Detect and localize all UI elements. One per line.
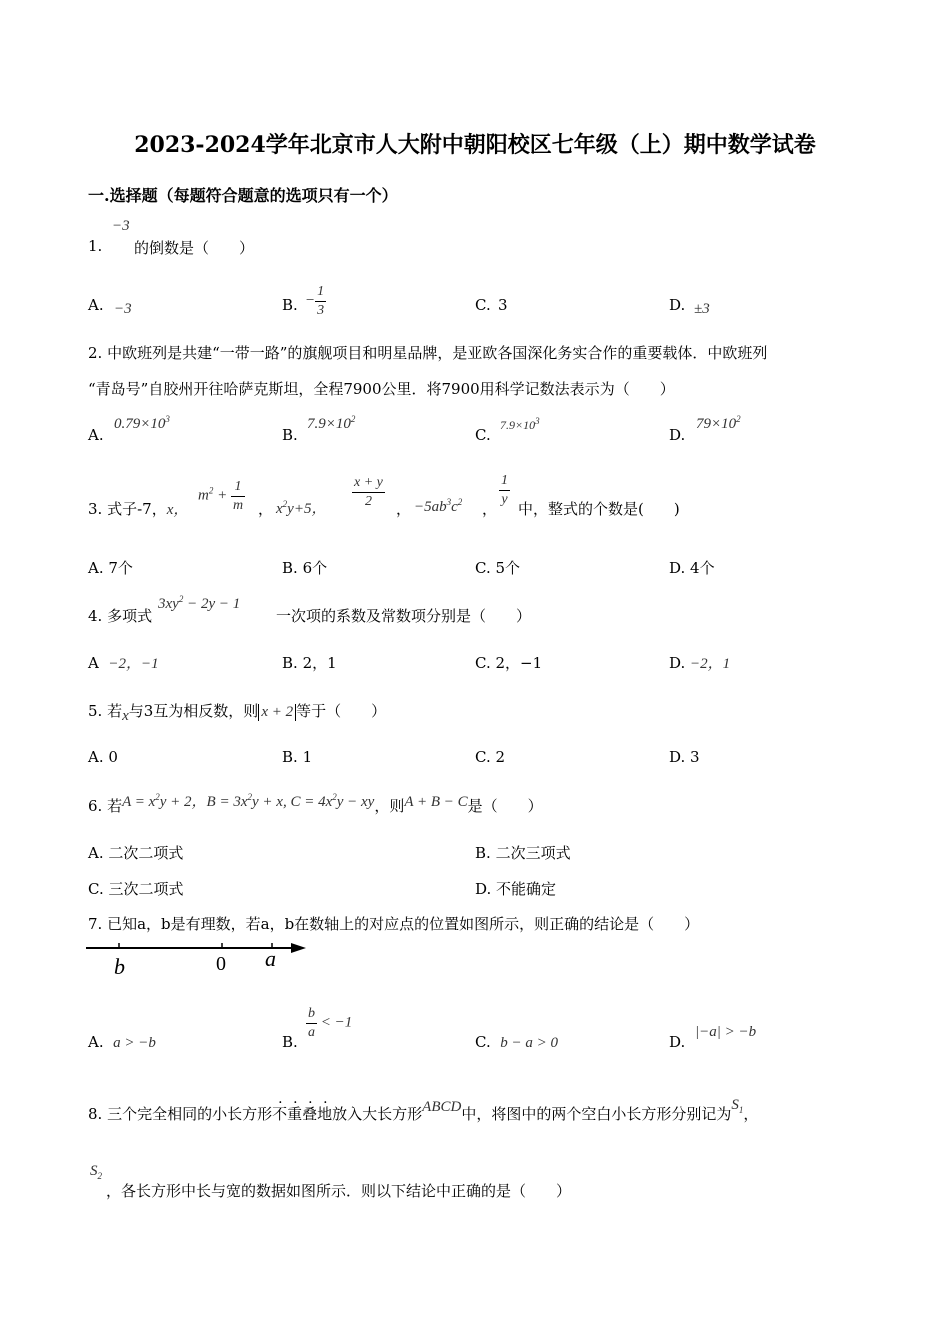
label-a: a bbox=[265, 946, 276, 971]
q6-option-a bbox=[88, 842, 183, 863]
q1-option-d-label: D. bbox=[669, 296, 686, 314]
q3-frac3-den: y bbox=[501, 491, 508, 507]
q7-option-b-rest: < −1 bbox=[320, 1014, 353, 1031]
q1-option-c-value: 3 bbox=[498, 296, 508, 314]
q4-option-a-value: −2，−1 bbox=[108, 656, 159, 672]
q4-option-a bbox=[88, 652, 159, 673]
q1-expr: −3 bbox=[112, 218, 130, 234]
q3-frac1-num: 1 bbox=[231, 478, 245, 497]
q6-mid: ，则 bbox=[374, 797, 405, 815]
q4-option-b bbox=[282, 652, 337, 673]
q6-option-a-label: A. bbox=[88, 844, 104, 862]
q4-option-a-label: A bbox=[88, 654, 99, 672]
q3-option-d-value: 4个 bbox=[690, 559, 715, 577]
q2-option-d-value bbox=[696, 414, 741, 433]
q6-expr-b-rest: y + x, C = 4x bbox=[252, 794, 333, 810]
q4-tail: 一次项的系数及常数项分别是（ ） bbox=[276, 607, 532, 625]
q3-term-monomial: $-5ab^3c^2$ bbox=[414, 497, 463, 515]
q2-option-b-label: B. bbox=[282, 426, 298, 444]
q3-c: c bbox=[451, 499, 458, 515]
q1-option-b-num: 1 bbox=[315, 283, 326, 302]
q4-poly-head: 3xy bbox=[158, 596, 179, 612]
q7-option-b-value bbox=[306, 1005, 352, 1041]
q2-option-d-mantissa: 79×10 bbox=[696, 416, 737, 432]
q8-abcd: ABCD bbox=[422, 1099, 462, 1115]
q5-abs: x + 2 bbox=[258, 704, 296, 721]
q5-option-d bbox=[669, 748, 700, 766]
q4-poly-rest: − 2y − 1 bbox=[183, 596, 241, 612]
q4-option-b-label: B. bbox=[282, 654, 298, 672]
q8-s1 bbox=[731, 1097, 743, 1113]
q2-line1: 2. 中欧班列是共建“一带一路”的旗舰项目和明星品牌，是亚欧各国深化务实合作的重要载体．中欧班列 bbox=[88, 344, 768, 362]
q3-option-b-label: B. bbox=[282, 559, 298, 577]
q2-option-a-value bbox=[114, 414, 170, 433]
q2-option-b-value bbox=[307, 414, 355, 433]
q6-option-d-label: D. bbox=[475, 880, 492, 898]
label-zero: 0 bbox=[216, 953, 226, 975]
q7-option-b-num: b bbox=[306, 1005, 317, 1024]
page-title: 2023-2024学年北京市人大附中朝阳校区七年级（上）期中数学试卷 bbox=[134, 132, 816, 158]
q8-emph-2: 重 bbox=[287, 1105, 303, 1123]
q4-number: 4. 多项式 bbox=[88, 607, 153, 625]
q1-number: 1. bbox=[88, 237, 103, 255]
q7-option-b-den: a bbox=[308, 1024, 315, 1040]
q3-term-m2: $m^2$ + $\frac{1}{m}$ bbox=[198, 479, 244, 513]
q5-option-b bbox=[282, 748, 312, 766]
q5-option-d-label: D. bbox=[669, 748, 686, 766]
number-line-arrow bbox=[291, 943, 306, 953]
q6-expr-a-rest: y + 2， bbox=[159, 794, 207, 810]
q8-s1-letter: S bbox=[731, 1097, 739, 1113]
q6-option-c-value: 三次二项式 bbox=[108, 880, 184, 898]
q7-option-d-label: D. bbox=[669, 1033, 686, 1051]
q2-option-a-label: A. bbox=[88, 426, 104, 444]
q5-option-a-label: A. bbox=[88, 748, 104, 766]
q3-option-a-label: A. bbox=[88, 559, 104, 577]
q6-combo: A + B − C bbox=[404, 794, 468, 810]
q8-pre: 8. 三个完全相同的小长方形 bbox=[88, 1105, 273, 1123]
section-heading: 一.选择题（每题符合题意的选项只有一个） bbox=[88, 186, 398, 205]
q3-tail: 中，整式的个数是( ) bbox=[518, 500, 680, 518]
q2-option-c-mantissa: 7.9×10 bbox=[500, 418, 536, 432]
q6-expr-a: A = x bbox=[122, 794, 156, 810]
q8-mid: 放入大长方形 bbox=[332, 1105, 423, 1123]
q3-frac3 bbox=[499, 472, 510, 508]
q6-option-d-value: 不能确定 bbox=[496, 880, 557, 898]
q7-text: 7. 已知a，b是有理数，若a，b在数轴上的对应点的位置如图所示，则正确的结论是（ ） bbox=[88, 915, 700, 933]
q6-tail: 是（ ） bbox=[467, 797, 543, 815]
q3-x: x， bbox=[166, 502, 189, 518]
q3-frac1-den: m bbox=[232, 497, 244, 513]
q8-emph-3: 叠 bbox=[302, 1105, 318, 1123]
q6-option-d bbox=[475, 878, 556, 899]
q3-option-c-label: C. bbox=[475, 559, 491, 577]
q2-option-c-value bbox=[500, 416, 540, 433]
q8-s2-sub: 2 bbox=[97, 1171, 102, 1181]
q2-option-b-mantissa: 7.9×10 bbox=[307, 416, 351, 432]
q8-emph-4: 地 bbox=[317, 1105, 333, 1123]
q5-option-b-value: 1 bbox=[302, 748, 313, 766]
q2-option-d-label: D. bbox=[669, 426, 686, 444]
q5-option-b-label: B. bbox=[282, 748, 298, 766]
q3-sep1: ， bbox=[258, 500, 274, 518]
q2-option-c-exponent: 3 bbox=[535, 416, 540, 426]
q3-option-b-value: 6个 bbox=[302, 559, 328, 577]
q5-line bbox=[88, 700, 387, 724]
q3-x2y-x: x bbox=[276, 501, 283, 517]
q3-intro bbox=[88, 498, 188, 519]
q3-option-d-label: D. bbox=[669, 559, 686, 577]
q1-text: 的倒数是（ ） bbox=[134, 239, 255, 257]
q2-line2: “青岛号”自胶州开往哈萨克斯坦，全程7900公里．将7900用科学记数法表示为（ ） bbox=[88, 380, 675, 398]
q3-sep2: ， bbox=[396, 500, 412, 518]
q3-option-c-value: 5个 bbox=[495, 559, 521, 577]
q4-option-c-label: C. bbox=[475, 654, 491, 672]
q3-term-x2y: $x^2y+5$， bbox=[276, 499, 327, 517]
q7-option-d-value: |−a| > −b bbox=[695, 1024, 757, 1040]
q4-option-c bbox=[475, 652, 542, 673]
q1-option-d-value: ±3 bbox=[694, 301, 710, 317]
q3-number: 3. 式子-7， bbox=[88, 500, 167, 518]
q6-option-c bbox=[88, 878, 184, 899]
q6-line bbox=[88, 792, 543, 816]
q7-option-a-label: A. bbox=[88, 1033, 104, 1051]
q3-option-b bbox=[282, 557, 327, 578]
q6-number: 6. 若 bbox=[88, 797, 123, 815]
q7-option-a-value: a > −b bbox=[113, 1035, 156, 1051]
q2-option-b-exponent: 2 bbox=[350, 414, 356, 424]
q6-option-c-label: C. bbox=[88, 880, 104, 898]
q1-option-a-value: −3 bbox=[114, 301, 132, 317]
q5-mid: 与3互为相反数，则 bbox=[128, 702, 259, 720]
q7-number-line bbox=[84, 935, 314, 980]
q4-option-d bbox=[669, 652, 730, 673]
q8-line1 bbox=[88, 1097, 759, 1125]
q1-option-b-value bbox=[305, 283, 326, 319]
q4-polynomial: $3xy^2 - 2y - 1$ bbox=[158, 594, 241, 612]
q7-option-c-label: C. bbox=[475, 1033, 491, 1051]
q5-tail: 等于（ ） bbox=[296, 702, 387, 720]
q3-sep3: ， bbox=[482, 500, 498, 518]
q3-option-a bbox=[88, 557, 133, 578]
q4-option-c-value: 2，−1 bbox=[495, 654, 543, 672]
q8-emph-1: 不 bbox=[272, 1105, 288, 1123]
q8-comma: ， bbox=[743, 1105, 759, 1123]
q1-option-b-sign: − bbox=[305, 292, 316, 309]
q6-option-b bbox=[475, 842, 571, 863]
q5-option-c-value: 2 bbox=[495, 748, 506, 766]
q3-frac2-den: 2 bbox=[364, 493, 372, 509]
q6-option-a-value: 二次二项式 bbox=[108, 844, 184, 862]
q4-option-d-value: −2，1 bbox=[690, 656, 731, 672]
q3-frac2 bbox=[352, 474, 385, 510]
q5-x: x bbox=[122, 708, 129, 724]
q3-m: m bbox=[198, 487, 209, 504]
q5-option-c-label: C. bbox=[475, 748, 491, 766]
q4-option-b-value: 2，1 bbox=[302, 654, 337, 672]
q2-option-a-exponent: 3 bbox=[165, 414, 170, 424]
q3-x2y-rest: y+5， bbox=[287, 501, 327, 517]
q8-mid2: 中，将图中的两个空白小长方形分别记为 bbox=[461, 1105, 732, 1123]
q3-option-c bbox=[475, 557, 520, 578]
q8-line2: ，各长方形中长与宽的数据如图所示．则以下结论中正确的是（ ） bbox=[106, 1182, 572, 1200]
q2-option-d-exponent: 2 bbox=[736, 414, 741, 424]
q7-option-a bbox=[88, 1033, 156, 1052]
q6-expr-b: B = 3x bbox=[206, 794, 248, 810]
q8-s2-letter: S bbox=[90, 1163, 98, 1179]
q6-expr-c: y − xy bbox=[336, 794, 375, 810]
q7-option-c-value: b − a > 0 bbox=[500, 1035, 559, 1051]
q1-option-b-label: B. bbox=[282, 296, 298, 314]
label-b: b bbox=[114, 954, 125, 979]
q7-option-b-label: B. bbox=[282, 1033, 298, 1051]
q6-expressions: $A = x^2y + 2$，$B = 3x^2y + x$, $C = 4x^2y$ − xy bbox=[122, 792, 375, 810]
q3-frac2-num: x + y bbox=[352, 474, 385, 493]
q2-option-a-mantissa: 0.79×10 bbox=[114, 416, 166, 432]
q5-number: 5. 若 bbox=[88, 702, 123, 720]
q3-mono: −5ab bbox=[414, 499, 447, 515]
q4-option-d-label: D. bbox=[669, 654, 686, 672]
q7-option-c bbox=[475, 1033, 558, 1052]
q1-option-c-label: C. bbox=[475, 296, 491, 314]
q5-option-d-value: 3 bbox=[690, 748, 700, 766]
q6-option-b-value: 二次三项式 bbox=[495, 844, 571, 862]
q5-option-c bbox=[475, 748, 505, 766]
q1-option-a-label: A. bbox=[88, 296, 104, 314]
q2-option-c-label: C. bbox=[475, 426, 491, 444]
q1-option-b-den: 3 bbox=[317, 302, 325, 318]
q5-option-a bbox=[88, 748, 118, 766]
q5-option-a-value: 0 bbox=[108, 748, 118, 766]
q3-frac3-num: 1 bbox=[499, 472, 510, 491]
q8-s1-sub: 1 bbox=[738, 1105, 744, 1115]
q3-option-a-value: 7个 bbox=[108, 559, 133, 577]
q3-plus: + bbox=[217, 487, 228, 504]
q6-option-b-label: B. bbox=[475, 844, 491, 862]
q3-option-d bbox=[669, 557, 715, 578]
q8-s2 bbox=[90, 1163, 102, 1181]
